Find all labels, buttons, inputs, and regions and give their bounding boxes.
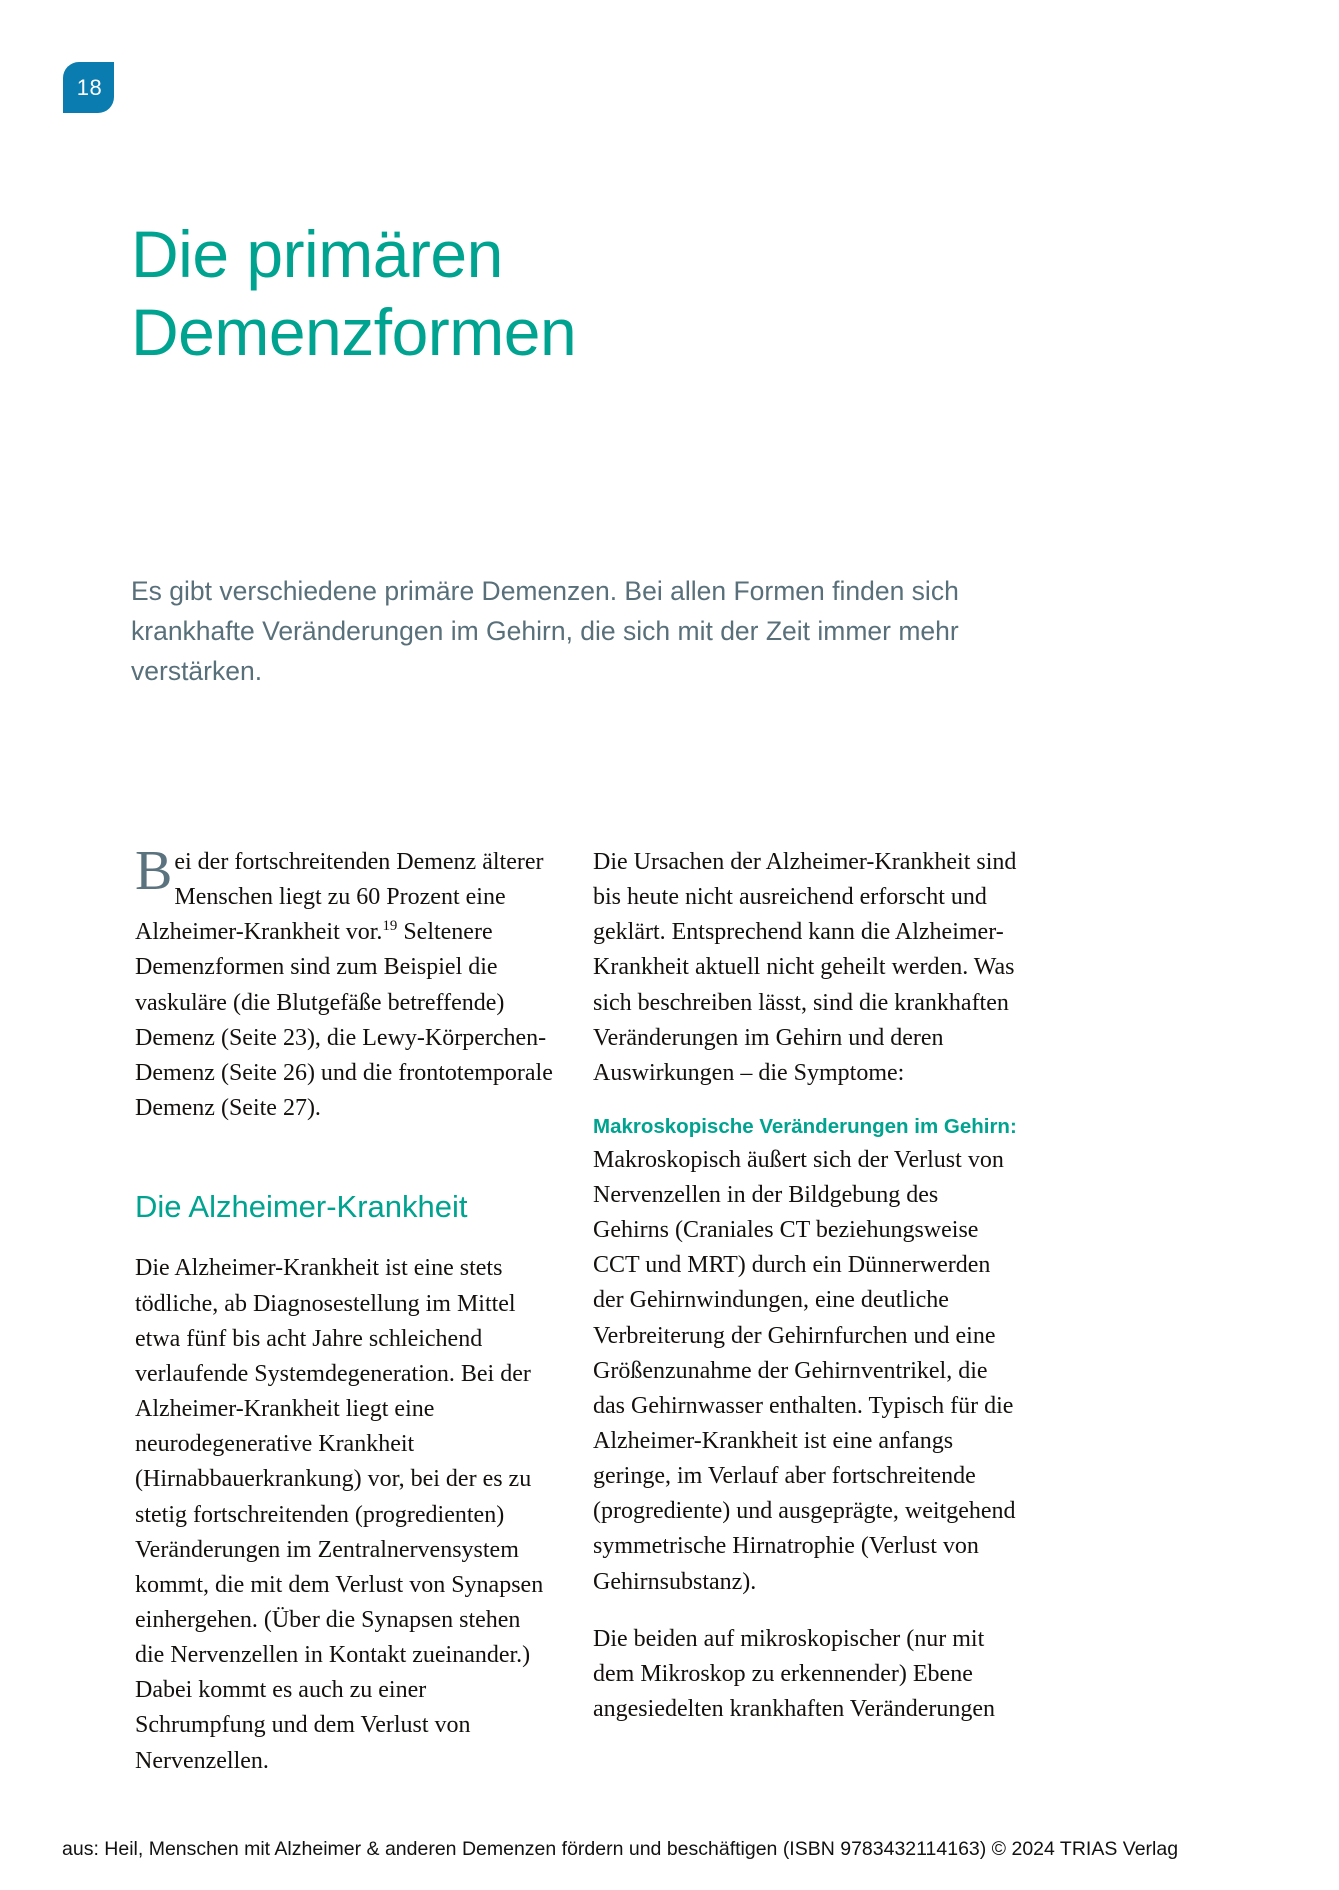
drop-cap: B [135,840,173,902]
body-column-left [135,840,553,1779]
right-paragraph-2-block [593,1113,1018,1600]
right-paragraph-2-text: Makroskopisch äußert sich der Verlust von Nervenzellen in der Bildgebung des Gehirns (Craniales CT beziehungsweise CCT und MRT) durch ein Dünnerwerden der Gehirnwindungen, eine deutliche Verbreiterung der Gehirnfurchen und eine Größenzunahme der Gehirnventrikel, die das Gehirnwasser enthalten. Typisch für die Alzheimer-Krankheit ist eine anfangs geringe, im Verlauf aber fortschreitende (progrediente) und ausgeprägte, weitgehend symmetrische Hirnatrophie (Verlust von Gehirnsubstanz). [593,1146,1016,1595]
right-paragraph-1: Die Ursachen der Alzheimer-Krankheit sind bis heute nicht ausreichend erforscht und geklärt. Entsprechend kann die Alzheimer-Krankheit aktuell nicht geheilt werden. Was sich beschreiben lässt, sind die krankhaften Veränderungen im Gehirn und deren Auswirkungen – die Symptome: [593,849,1017,1086]
right-paragraph-3: Die beiden auf mikroskopischer (nur mit dem Mikroskop zu erkennender) Ebene angesiedelten krankhaften Veränderungen [593,1625,996,1723]
lead-paragraph: Es gibt verschiedene primäre Demenzen. Bei allen Formen finden sich krankhafte Veränderungen im Gehirn, die sich mit der Zeit immer mehr verstärken. [131,575,959,687]
left-paragraph-1 [135,840,553,1126]
left-paragraph-1-text-b: Seltenere Demenzformen sind zum Beispiel die vaskuläre (die Blutgefäße betreffende) Demenz (Seite 23), die Lewy-Körperchen-Demenz (Seite 26) und die frontotemporale Demenz (Seite 27). [135,919,553,1122]
section-heading-alzheimer: Die Alzheimer-Krankheit [135,1189,468,1225]
page-number-label: 18 [76,74,103,100]
footer-source-line: aus: Heil, Menschen mit Alzheimer & anderen Demenzen fördern und beschäftigen (ISBN 9783432114163) © 2024 TRIAS Verlag [62,1838,1179,1860]
footnote-marker-19: 19 [382,918,398,935]
body-column-right [593,845,1018,1727]
page-title-line-2: Demenzformen [131,295,577,370]
page-title [131,216,851,372]
page-number-badge [63,62,114,113]
page-title-line-1: Die primären [131,217,503,292]
left-paragraph-1-text-a: ei der fortschreitenden Demenz älterer Menschen liegt zu 60 Prozent eine Alzheimer-Krankheit vor. [135,849,544,946]
left-paragraph-2: Die Alzheimer-Krankheit ist eine stets tödliche, ab Diagnosestellung im Mittel etwa fünf bis acht Jahre schleichend verlaufende Systemdegeneration. Bei der Alzheimer-Krankheit liegt eine neurodegenerative Krankheit (Hirnabbauerkrankung) vor, bei der es zu stetig fortschreitenden (progredienten) Veränderungen im Zentralnervensystem kommt, die mit dem Verlust von Synapsen einhergehen. (Über die Synapsen stehen die Nervenzellen in Kontakt zueinander.) Dabei kommt es auch zu einer Schrumpfung und dem Verlust von Nervenzellen. [135,1255,544,1774]
runin-heading-makroskopische: Makroskopische Veränderungen im Gehirn: [593,1115,1017,1139]
